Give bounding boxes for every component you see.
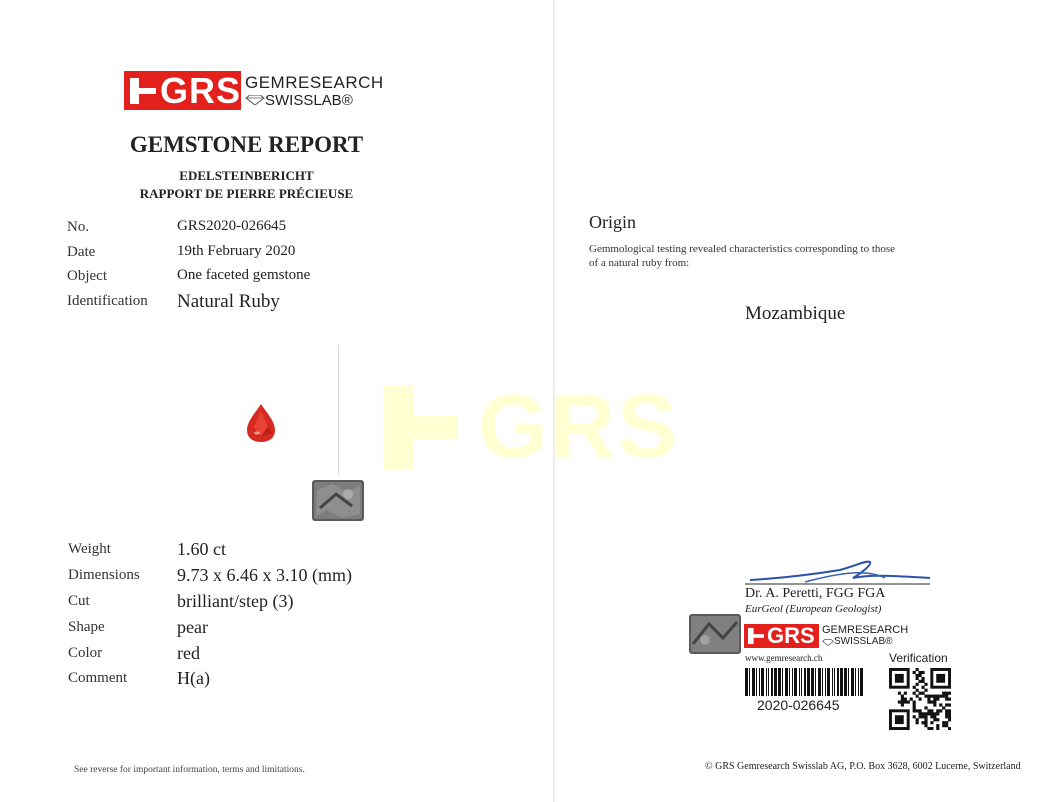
qr-module bbox=[919, 712, 922, 715]
property-label-color: Color bbox=[68, 645, 103, 661]
property-label-cut: Cut bbox=[68, 593, 90, 609]
qr-module bbox=[948, 727, 951, 730]
qr-module bbox=[933, 703, 936, 706]
origin-text-line-1: Gemmological testing revealed characteristics corresponding to those bbox=[589, 243, 896, 255]
qr-module bbox=[913, 700, 916, 703]
barcode-bar bbox=[804, 668, 806, 696]
barcode-bar bbox=[837, 668, 839, 696]
qr-module bbox=[936, 718, 939, 721]
logo-line-1: GEMRESEARCH bbox=[245, 72, 384, 92]
signatory-title: EurGeol (European Geologist) bbox=[745, 603, 882, 615]
field-value-identification: Natural Ruby bbox=[177, 291, 280, 312]
grs-logo-red-block bbox=[124, 71, 241, 110]
barcode-bar bbox=[761, 668, 764, 696]
qr-module bbox=[924, 724, 927, 727]
qr-module bbox=[948, 718, 951, 721]
barcode-number: 2020-026645 bbox=[757, 697, 840, 713]
qr-module bbox=[921, 721, 924, 724]
barcode-bar bbox=[766, 668, 767, 696]
qr-module bbox=[921, 677, 924, 680]
qr-module bbox=[936, 727, 939, 730]
qr-module bbox=[921, 715, 924, 718]
qr-module bbox=[942, 724, 945, 727]
qr-module bbox=[904, 698, 907, 701]
qr-module bbox=[913, 709, 916, 712]
qr-module bbox=[927, 695, 930, 698]
qr-module bbox=[936, 724, 939, 727]
signature-scribble bbox=[745, 556, 935, 586]
logo-small-line-2: SWISSLAB® bbox=[834, 636, 893, 647]
qr-module bbox=[913, 703, 916, 706]
barcode-bar bbox=[752, 668, 755, 696]
field-label-date: Date bbox=[67, 244, 96, 260]
qr-module bbox=[919, 692, 922, 695]
qr-module bbox=[945, 709, 948, 712]
grs-logo-small bbox=[744, 624, 908, 648]
qr-module bbox=[948, 712, 951, 715]
qr-module bbox=[936, 698, 939, 701]
grs-logo-wordmark bbox=[245, 74, 384, 108]
qr-module bbox=[939, 709, 942, 712]
qr-module bbox=[916, 721, 919, 724]
qr-module bbox=[919, 674, 922, 677]
qr-module bbox=[930, 695, 933, 698]
qr-module bbox=[901, 700, 904, 703]
qr-module bbox=[913, 671, 916, 674]
qr-module bbox=[921, 712, 924, 715]
qr-module bbox=[933, 715, 936, 718]
qr-finder-pattern bbox=[895, 674, 904, 683]
property-value-comment: H(a) bbox=[177, 668, 210, 688]
qr-module bbox=[927, 712, 930, 715]
qr-module bbox=[933, 700, 936, 703]
qr-module bbox=[924, 715, 927, 718]
barcode-bar bbox=[851, 668, 854, 696]
property-value-cut: brilliant/step (3) bbox=[177, 591, 294, 611]
grs-logo-abbr: GRS bbox=[159, 69, 241, 111]
qr-module bbox=[910, 698, 913, 701]
watermark-text: GRS bbox=[478, 377, 680, 477]
qr-module bbox=[936, 695, 939, 698]
verification-label: Verification bbox=[889, 651, 948, 665]
qr-module bbox=[936, 709, 939, 712]
qr-module bbox=[916, 718, 919, 721]
qr-module bbox=[933, 712, 936, 715]
qr-module bbox=[913, 706, 916, 709]
qr-module bbox=[919, 715, 922, 718]
qr-module bbox=[942, 721, 945, 724]
qr-module bbox=[930, 700, 933, 703]
barcode-bar bbox=[825, 668, 826, 696]
qr-module bbox=[904, 692, 907, 695]
barcode-bar bbox=[768, 668, 769, 696]
qr-module bbox=[919, 680, 922, 683]
website-link[interactable]: www.gemresearch.ch bbox=[745, 653, 823, 663]
qr-module bbox=[927, 709, 930, 712]
qr-module bbox=[948, 692, 951, 695]
qr-module bbox=[898, 692, 901, 695]
origin-country: Mozambique bbox=[745, 303, 846, 324]
report-subtitle-fr: RAPPORT DE PIERRE PRÉCIEUSE bbox=[139, 186, 354, 201]
barcode-bar bbox=[840, 668, 843, 696]
property-label-dimensions: Dimensions bbox=[68, 567, 140, 583]
qr-module bbox=[901, 703, 904, 706]
qr-module bbox=[916, 709, 919, 712]
qr-module bbox=[921, 686, 924, 689]
qr-module bbox=[936, 712, 939, 715]
qr-module bbox=[921, 680, 924, 683]
barcode-bar bbox=[848, 668, 849, 696]
qr-module bbox=[933, 698, 936, 701]
qr-finder-pattern bbox=[936, 674, 945, 683]
barcode-bar bbox=[801, 668, 802, 696]
barcode-bar bbox=[860, 668, 863, 696]
qr-module bbox=[919, 671, 922, 674]
verification-qr-code[interactable] bbox=[889, 668, 951, 730]
barcode-bar bbox=[799, 668, 800, 696]
qr-module bbox=[948, 698, 951, 701]
qr-module bbox=[924, 712, 927, 715]
field-value-object: One faceted gemstone bbox=[177, 267, 311, 283]
barcode-bar bbox=[785, 668, 788, 696]
qr-module bbox=[942, 692, 945, 695]
barcode-bar bbox=[855, 668, 856, 696]
logo-small-line-1: GEMRESEARCH bbox=[822, 624, 909, 636]
qr-module bbox=[916, 677, 919, 680]
property-label-weight: Weight bbox=[68, 541, 111, 557]
qr-module bbox=[930, 715, 933, 718]
barcode-bar bbox=[794, 668, 797, 696]
qr-module bbox=[904, 700, 907, 703]
property-label-comment: Comment bbox=[68, 670, 128, 686]
qr-module bbox=[945, 721, 948, 724]
diamond-icon bbox=[245, 95, 265, 105]
qr-module bbox=[945, 698, 948, 701]
grs-flag-small-icon bbox=[748, 628, 764, 644]
qr-module bbox=[916, 695, 919, 698]
qr-module bbox=[939, 695, 942, 698]
qr-module bbox=[948, 709, 951, 712]
barcode-bar bbox=[789, 668, 790, 696]
barcode-bar bbox=[818, 668, 821, 696]
field-label-identification: Identification bbox=[67, 293, 148, 309]
barcode-bar bbox=[844, 668, 847, 696]
barcode-bar bbox=[832, 668, 833, 696]
qr-module bbox=[930, 712, 933, 715]
qr-module bbox=[927, 698, 930, 701]
reverse-note: See reverse for important information, terms and limitations. bbox=[74, 765, 305, 775]
field-value-number: GRS2020-026645 bbox=[177, 218, 287, 234]
barcode-bar bbox=[807, 668, 810, 696]
barcode-bar bbox=[745, 668, 748, 696]
qr-module bbox=[924, 695, 927, 698]
qr-module bbox=[924, 689, 927, 692]
qr-module bbox=[921, 692, 924, 695]
qr-module bbox=[930, 709, 933, 712]
qr-finder-pattern bbox=[895, 715, 904, 724]
qr-module bbox=[924, 718, 927, 721]
hologram-seal-icon bbox=[312, 480, 364, 521]
field-label-number: No. bbox=[67, 219, 90, 235]
copyright-footer: © GRS Gemresearch Swisslab AG, P.O. Box 3628, 6002 Lucerne, Switzerland bbox=[705, 761, 1021, 772]
signatory-name: Dr. A. Peretti, FGG FGA bbox=[745, 586, 886, 601]
qr-module bbox=[924, 721, 927, 724]
barcode-bar bbox=[756, 668, 757, 696]
origin-heading: Origin bbox=[589, 212, 636, 232]
qr-module bbox=[919, 698, 922, 701]
qr-module bbox=[930, 721, 933, 724]
barcode-bar bbox=[771, 668, 773, 696]
grs-logo-small-abbr: GRS bbox=[767, 623, 815, 648]
qr-module bbox=[913, 686, 916, 689]
ruby-pear-photo bbox=[245, 403, 277, 443]
qr-module bbox=[916, 683, 919, 686]
qr-module bbox=[942, 706, 945, 709]
qr-module bbox=[939, 703, 942, 706]
qr-module bbox=[942, 695, 945, 698]
barcode-bar bbox=[811, 668, 814, 696]
barcode-bar bbox=[778, 668, 781, 696]
field-label-object: Object bbox=[67, 268, 107, 284]
barcode-bar bbox=[792, 668, 793, 696]
qr-module bbox=[945, 695, 948, 698]
report-subtitle-de: EDELSTEINBERICHT bbox=[179, 168, 314, 183]
report-title: GEMSTONE REPORT bbox=[129, 132, 364, 157]
property-value-color: red bbox=[177, 643, 200, 663]
qr-module bbox=[945, 703, 948, 706]
barcode-bar bbox=[822, 668, 823, 696]
qr-module bbox=[916, 689, 919, 692]
qr-module bbox=[919, 709, 922, 712]
origin-text-line-2: of a natural ruby from: bbox=[589, 257, 690, 269]
grs-logo bbox=[124, 71, 384, 110]
barcode-bar bbox=[759, 668, 760, 696]
qr-module bbox=[948, 715, 951, 718]
watermark-flag-icon bbox=[383, 385, 458, 469]
qr-module bbox=[945, 692, 948, 695]
qr-module bbox=[901, 698, 904, 701]
qr-module bbox=[930, 727, 933, 730]
qr-module bbox=[924, 706, 927, 709]
qr-module bbox=[945, 712, 948, 715]
barcode-bar bbox=[827, 668, 830, 696]
barcode-bar bbox=[782, 668, 783, 696]
qr-module bbox=[933, 695, 936, 698]
qr-module bbox=[901, 695, 904, 698]
report-origin-page bbox=[555, 0, 1056, 802]
qr-module bbox=[945, 724, 948, 727]
qr-module bbox=[913, 715, 916, 718]
property-value-dimensions: 9.73 x 6.46 x 3.10 (mm) bbox=[177, 565, 352, 585]
qr-module bbox=[933, 718, 936, 721]
barcode-bar bbox=[834, 668, 835, 696]
qr-module bbox=[916, 674, 919, 677]
barcode-bar bbox=[749, 668, 750, 696]
field-value-date: 19th February 2020 bbox=[177, 243, 296, 259]
barcode-bar bbox=[858, 668, 859, 696]
paper-crease bbox=[338, 345, 339, 475]
property-value-weight: 1.60 ct bbox=[177, 539, 226, 559]
hologram-seal-right-icon bbox=[689, 614, 741, 654]
qr-module bbox=[927, 727, 930, 730]
property-label-shape: Shape bbox=[68, 619, 105, 635]
barcode bbox=[745, 668, 867, 696]
property-value-shape: pear bbox=[177, 617, 208, 637]
qr-module bbox=[945, 715, 948, 718]
qr-module bbox=[948, 703, 951, 706]
qr-module bbox=[898, 700, 901, 703]
barcode-bar bbox=[774, 668, 777, 696]
logo-line-2: SWISSLAB® bbox=[265, 91, 353, 109]
barcode-bar bbox=[815, 668, 816, 696]
qr-module bbox=[921, 671, 924, 674]
diamond-small-icon bbox=[822, 639, 834, 646]
grs-flag-icon bbox=[130, 78, 156, 104]
qr-module bbox=[924, 683, 927, 686]
qr-module bbox=[913, 692, 916, 695]
qr-module bbox=[916, 668, 919, 671]
qr-module bbox=[907, 700, 910, 703]
qr-module bbox=[927, 700, 930, 703]
